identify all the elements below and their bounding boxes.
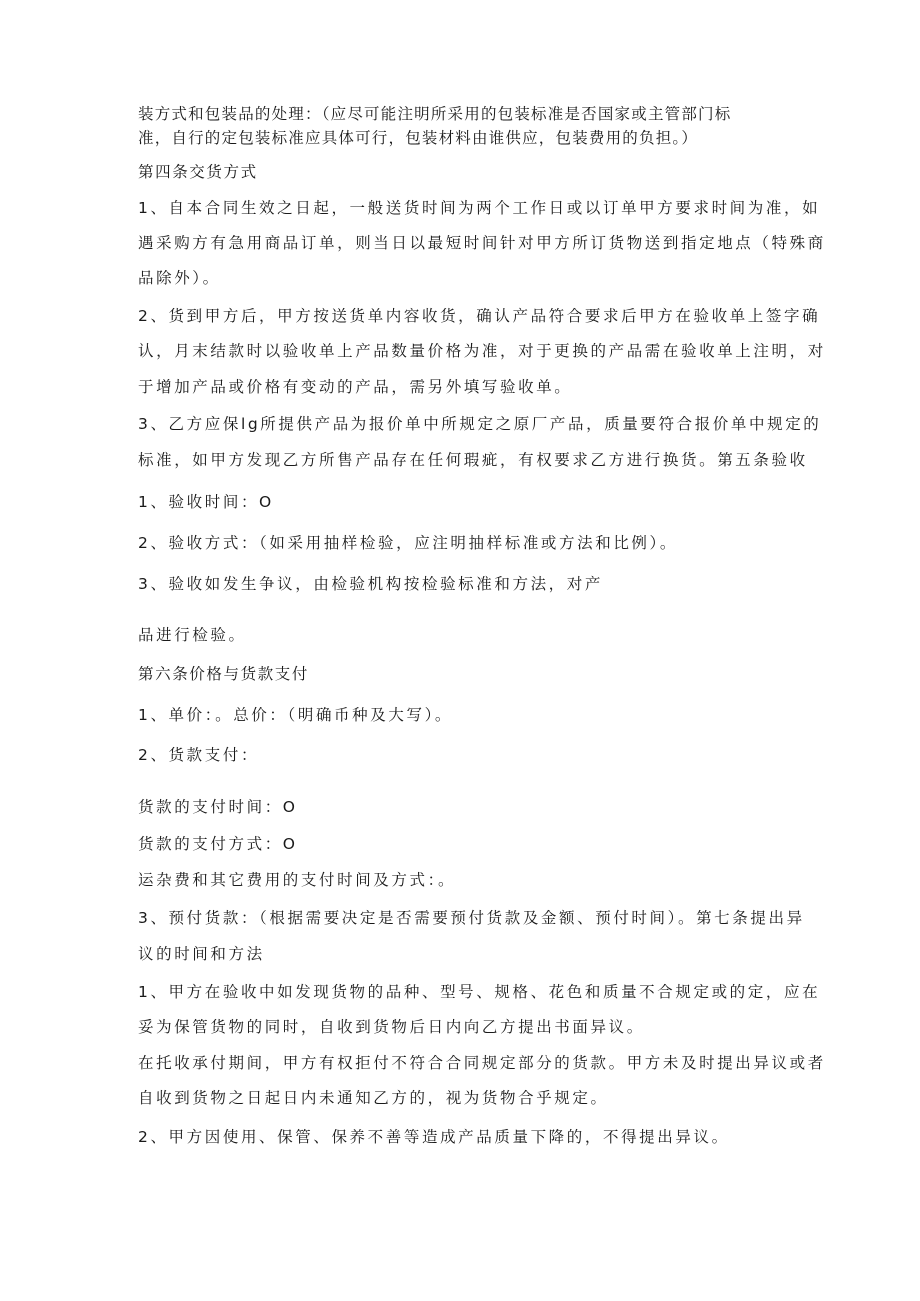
text-line: 货款的支付方式：O [138,835,298,853]
text-line: 3、预付货款：（根据需要决定是否需要预付货款及金额、预付时间）。第七条提出异 [138,909,805,927]
text-line: 1、甲方在验收中如发现货物的品种、型号、规格、花色和质量不合规定或的定，应在 [138,983,821,1001]
text-line: 品除外）。 [138,269,221,287]
text-line: 2、甲方因使用、保管、保养不善等造成产品质量下降的，不得提出异议。 [138,1128,730,1146]
text-line: 1、验收时间：O [138,493,274,511]
text-line: 遇采购方有急用商品订单，则当日以最短时间针对甲方所订货物送到指定地点（特殊商 [138,234,826,252]
text-line: 标准，如甲方发现乙方所售产品存在任何瑕疵，有权要求乙方进行换货。第五条验收 [138,451,808,469]
text-line: 1、自本合同生效之日起，一般送货时间为两个工作日或以订单甲方要求时间为准，如 [138,199,821,217]
text-line: 认，月末结款时以验收单上产品数量价格为准，对于更换的产品需在验收单上注明，对 [138,342,826,360]
section-heading: 第六条价格与货款支付 [138,665,310,683]
text-line: 3、验收如发生争议，由检验机构按检验标准和方法，对产 [138,575,603,593]
text-line: 装方式和包装品的处理：（应尽可能注明所采用的包装标准是否国家或主管部门标 [138,105,732,123]
text-line: 2、货到甲方后，甲方按送货单内容收货，确认产品符合要求后甲方在验收单上签字确 [138,307,821,325]
text-line: 于增加产品或价格有变动的产品，需另外填写验收单。 [138,378,573,396]
text-line: 准，自行的定包装标准应具体可行，包装材料由谁供应，包装费用的负担。） [138,129,699,147]
text-line: 品进行检验。 [138,626,247,644]
text-line: 3、乙方应保lg所提供产品为报价单中所规定之原厂产品，质量要符合报价单中规定的 [138,415,822,433]
text-line: 自收到货物之日起日内未通知乙方的，视为货物合乎规定。 [138,1089,609,1107]
text-line: 议的时间和方法 [138,945,265,963]
text-line: 妥为保管货物的同时，自收到货物后日内向乙方提出书面异议。 [138,1018,645,1036]
text-line: 在托收承付期间，甲方有权拒付不符合合同规定部分的货款。甲方未及时提出异议或者 [138,1054,826,1072]
text-line: 2、验收方式：（如采用抽样检验，应注明抽样标准或方法和比例）。 [138,534,678,552]
text-line: 货款的支付时间：O [138,798,298,816]
section-heading: 第四条交货方式 [138,163,258,181]
text-line: 2、货款支付： [138,746,260,764]
text-line: 运杂费和其它费用的支付时间及方式：。 [138,871,457,889]
text-line: 1、单价：。总价：（明确币种及大写）。 [138,706,454,724]
